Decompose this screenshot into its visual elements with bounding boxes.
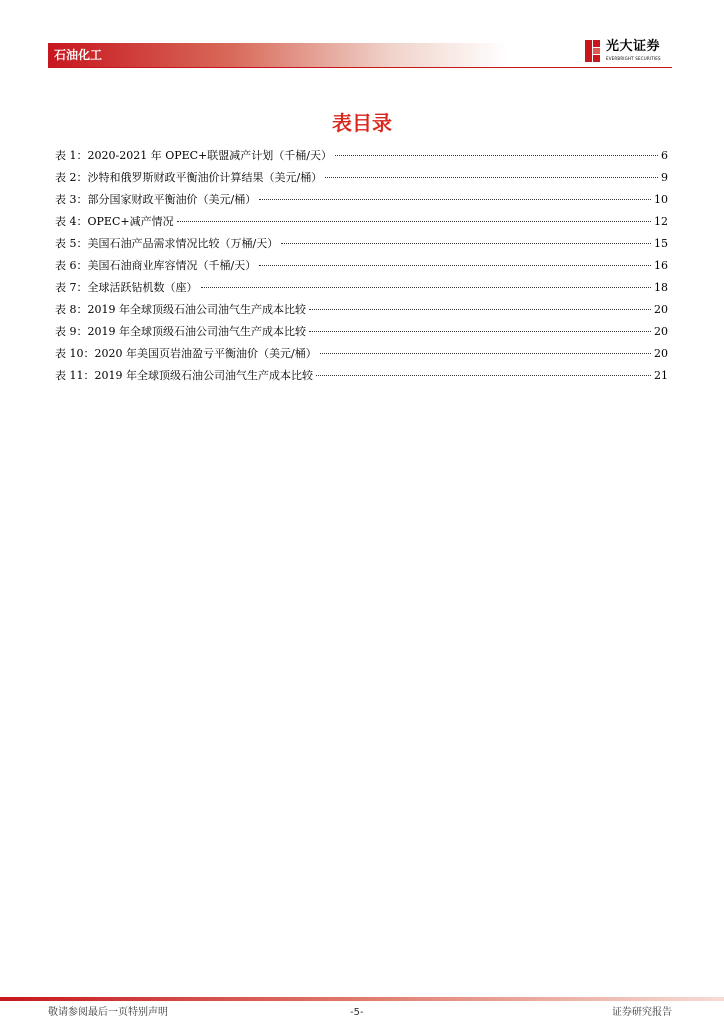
toc-entry-page: 21: [654, 369, 668, 382]
toc-leader-dots: [177, 221, 651, 222]
toc-entry-page: 18: [654, 281, 668, 294]
toc-list: [55, 145, 668, 387]
toc-leader-dots: [325, 177, 658, 178]
footer-rule: [0, 997, 724, 1001]
toc-entry[interactable]: [55, 365, 668, 387]
toc-entry-label: 表 9：2019 年全球顶级石油公司油气生产成本比较: [55, 325, 306, 338]
toc-leader-dots: [335, 155, 658, 156]
toc-entry[interactable]: [55, 233, 668, 255]
toc-entry-page: 20: [654, 325, 668, 338]
toc-entry-page: 12: [654, 215, 668, 228]
header-rule: [48, 67, 672, 68]
everbright-logo: [584, 38, 674, 66]
everbright-logo-icon: [584, 38, 602, 64]
toc-entry-label: 表 1：2020-2021 年 OPEC+联盟减产计划（千桶/天）: [55, 149, 332, 162]
toc-entry[interactable]: [55, 299, 668, 321]
toc-leader-dots: [309, 331, 651, 332]
toc-entry-label: 表 7：全球活跃钻机数（座）: [55, 281, 198, 294]
toc-leader-dots: [320, 353, 651, 354]
toc-entry-label: 表 2：沙特和俄罗斯财政平衡油价计算结果（美元/桶）: [55, 171, 323, 184]
toc-leader-dots: [281, 243, 651, 244]
toc-leader-dots: [259, 265, 651, 266]
toc-entry-label: 表 8：2019 年全球顶级石油公司油气生产成本比较: [55, 303, 306, 316]
toc-leader-dots: [201, 287, 652, 288]
toc-entry[interactable]: [55, 167, 668, 189]
page-number: -5-: [350, 1007, 364, 1018]
toc-leader-dots: [316, 375, 651, 376]
toc-leader-dots: [309, 309, 651, 310]
toc-entry[interactable]: [55, 189, 668, 211]
logo-text-en: EVERBRIGHT SECURITIES: [606, 56, 661, 61]
toc-entry-page: 20: [654, 303, 668, 316]
toc-entry[interactable]: [55, 145, 668, 167]
toc-entry-page: 20: [654, 347, 668, 360]
toc-entry-page: 10: [654, 193, 668, 206]
toc-entry-label: 表 5：美国石油产品需求情况比较（万桶/天）: [55, 237, 279, 250]
footer-report-type: 证券研究报告: [612, 1007, 672, 1018]
toc-entry-label: 表 11：2019 年全球顶级石油公司油气生产成本比较: [55, 369, 313, 382]
toc-entry-label: 表 6：美国石油商业库容情况（千桶/天）: [55, 259, 257, 272]
toc-entry-page: 16: [654, 259, 668, 272]
toc-entry[interactable]: [55, 277, 668, 299]
toc-leader-dots: [259, 199, 651, 200]
toc-title: 表目录: [332, 111, 392, 135]
header-band: [48, 43, 508, 67]
section-label: 石油化工: [54, 48, 103, 62]
toc-entry[interactable]: [55, 255, 668, 277]
toc-entry[interactable]: [55, 321, 668, 343]
toc-entry-label: 表 4：OPEC+减产情况: [55, 215, 174, 228]
toc-entry-page: 6: [661, 149, 668, 162]
toc-entry-label: 表 10：2020 年美国页岩油盈亏平衡油价（美元/桶）: [55, 347, 317, 360]
toc-entry[interactable]: [55, 343, 668, 365]
toc-entry[interactable]: [55, 211, 668, 233]
toc-entry-page: 15: [654, 237, 668, 250]
logo-text-cn: 光大证券: [606, 39, 661, 54]
toc-entry-label: 表 3：部分国家财政平衡油价（美元/桶）: [55, 193, 257, 206]
footer-disclaimer-note: 敬请参阅最后一页特别声明: [48, 1007, 168, 1018]
toc-entry-page: 9: [661, 171, 668, 184]
